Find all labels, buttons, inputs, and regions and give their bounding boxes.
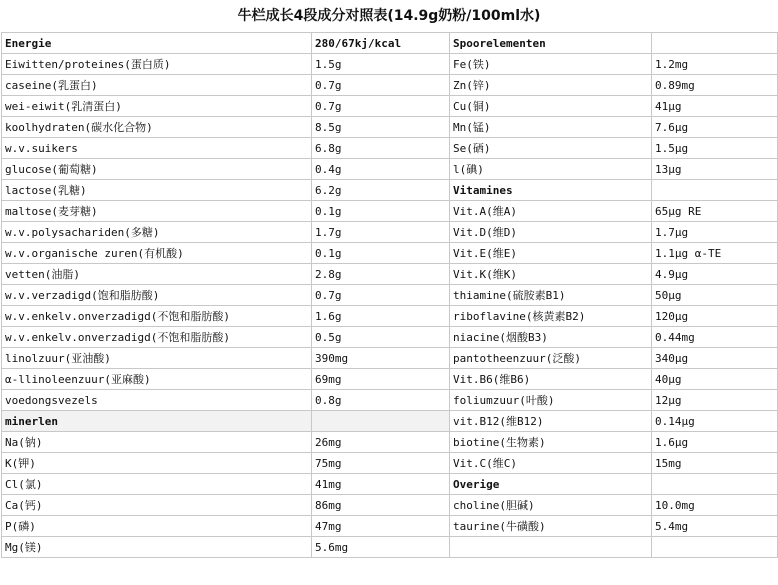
element-name-cell: Zn(锌) <box>450 75 652 96</box>
element-value-cell: 40μg <box>652 369 778 390</box>
table-row <box>2 453 778 474</box>
element-value-cell: 13μg <box>652 159 778 180</box>
table-row <box>2 348 778 369</box>
element-value-cell: 7.6μg <box>652 117 778 138</box>
element-value-cell: 5.4mg <box>652 516 778 537</box>
element-value-cell: 1.2mg <box>652 54 778 75</box>
table-row <box>2 138 778 159</box>
nutrient-value-cell: 0.1g <box>312 243 450 264</box>
nutrient-name-cell: Ca(钙) <box>2 495 312 516</box>
nutrient-value-cell: 5.6mg <box>312 537 450 558</box>
table-row <box>2 537 778 558</box>
element-value-cell: 1.5μg <box>652 138 778 159</box>
element-name-cell: Vit.A(维A) <box>450 201 652 222</box>
table-row <box>2 390 778 411</box>
table-row <box>2 222 778 243</box>
nutrient-value-cell: 6.8g <box>312 138 450 159</box>
nutrient-name-cell: w.v.verzadigd(饱和脂肪酸) <box>2 285 312 306</box>
element-name-cell: Cu(铜) <box>450 96 652 117</box>
nutrient-name-cell: wei-eiwit(乳清蛋白) <box>2 96 312 117</box>
element-value-cell: 50μg <box>652 285 778 306</box>
table-row <box>2 495 778 516</box>
nutrient-name-cell: Eiwitten/proteines(蛋白质) <box>2 54 312 75</box>
nutrient-value-cell: 0.8g <box>312 390 450 411</box>
element-name-cell: pantotheenzuur(泛酸) <box>450 348 652 369</box>
element-name-cell: vit.B12(维B12) <box>450 411 652 432</box>
table-row <box>2 474 778 495</box>
element-value-cell: 1.7μg <box>652 222 778 243</box>
nutrient-value-cell: 0.1g <box>312 201 450 222</box>
nutrient-value-cell: 0.5g <box>312 327 450 348</box>
nutrient-name-cell: vetten(油脂) <box>2 264 312 285</box>
element-name-cell: Fe(铁) <box>450 54 652 75</box>
table-row <box>2 75 778 96</box>
nutrient-name-cell: Na(钠) <box>2 432 312 453</box>
element-name-cell: Vit.B6(维B6) <box>450 369 652 390</box>
nutrient-value-cell: 6.2g <box>312 180 450 201</box>
nutrient-value-cell: 1.7g <box>312 222 450 243</box>
table-row <box>2 243 778 264</box>
nutrient-value-cell: 41mg <box>312 474 450 495</box>
nutrient-name-cell: glucose(葡萄糖) <box>2 159 312 180</box>
element-value-cell: 120μg <box>652 306 778 327</box>
element-name-cell: Vitamines <box>450 180 652 201</box>
element-name-cell: Se(硒) <box>450 138 652 159</box>
nutrient-name-cell: w.v.enkelv.onverzadigd(不饱和脂肪酸) <box>2 327 312 348</box>
element-value-cell: 0.44mg <box>652 327 778 348</box>
element-value-cell: 41μg <box>652 96 778 117</box>
nutrient-name-cell: minerlen <box>2 411 312 432</box>
nutrient-name-cell: koolhydraten(碳水化合物) <box>2 117 312 138</box>
element-value-cell: 0.14μg <box>652 411 778 432</box>
nutrient-name-cell: w.v.organische zuren(有机酸) <box>2 243 312 264</box>
element-value-cell <box>652 474 778 495</box>
nutrient-value-cell: 2.8g <box>312 264 450 285</box>
nutrient-value-cell <box>312 411 450 432</box>
element-name-cell: choline(胆碱) <box>450 495 652 516</box>
nutrient-value-cell: 1.5g <box>312 54 450 75</box>
element-value-cell: 1.1μg α-TE <box>652 243 778 264</box>
nutrient-value-cell: 1.6g <box>312 306 450 327</box>
element-name-cell: biotine(生物素) <box>450 432 652 453</box>
nutrient-value-cell: 69mg <box>312 369 450 390</box>
element-value-cell: 10.0mg <box>652 495 778 516</box>
table-row <box>2 159 778 180</box>
nutrient-value-cell: 47mg <box>312 516 450 537</box>
element-value-cell: 4.9μg <box>652 264 778 285</box>
table-row <box>2 327 778 348</box>
nutrient-name-cell: caseine(乳蛋白) <box>2 75 312 96</box>
nutrient-value-cell: 26mg <box>312 432 450 453</box>
element-name-cell: Spoorelementen <box>450 33 652 54</box>
element-name-cell <box>450 537 652 558</box>
nutrient-value-cell: 390mg <box>312 348 450 369</box>
element-name-cell: Vit.C(维C) <box>450 453 652 474</box>
element-name-cell: niacine(烟酸B3) <box>450 327 652 348</box>
element-value-cell <box>652 537 778 558</box>
element-name-cell: Vit.E(维E) <box>450 243 652 264</box>
element-name-cell: Mn(锰) <box>450 117 652 138</box>
element-value-cell: 1.6μg <box>652 432 778 453</box>
element-value-cell <box>652 180 778 201</box>
table-row <box>2 33 778 54</box>
element-value-cell: 12μg <box>652 390 778 411</box>
nutrient-name-cell: P(磷) <box>2 516 312 537</box>
nutrient-name-cell: voedongsvezels <box>2 390 312 411</box>
nutrient-name-cell: w.v.enkelv.onverzadigd(不饱和脂肪酸) <box>2 306 312 327</box>
table-row <box>2 306 778 327</box>
table-row <box>2 411 778 432</box>
nutrient-value-cell: 8.5g <box>312 117 450 138</box>
table-row <box>2 285 778 306</box>
nutrient-name-cell: Energie <box>2 33 312 54</box>
nutrient-name-cell: Cl(氯) <box>2 474 312 495</box>
nutrient-value-cell: 86mg <box>312 495 450 516</box>
nutrition-table <box>1 32 778 558</box>
nutrient-name-cell: maltose(麦芽糖) <box>2 201 312 222</box>
nutrient-value-cell: 0.7g <box>312 285 450 306</box>
nutrient-name-cell: linolzuur(亚油酸) <box>2 348 312 369</box>
nutrient-name-cell: lactose(乳糖) <box>2 180 312 201</box>
nutrient-name-cell: α-llinoleenzuur(亚麻酸) <box>2 369 312 390</box>
table-row <box>2 264 778 285</box>
table-row <box>2 180 778 201</box>
nutrient-value-cell: 75mg <box>312 453 450 474</box>
nutrient-name-cell: K(钾) <box>2 453 312 474</box>
element-name-cell: thiamine(硫胺素B1) <box>450 285 652 306</box>
nutrient-name-cell: w.v.polysachariden(多糖) <box>2 222 312 243</box>
element-name-cell: taurine(牛磺酸) <box>450 516 652 537</box>
nutrient-value-cell: 280/67kj/kcal <box>312 33 450 54</box>
table-row <box>2 96 778 117</box>
table-row <box>2 54 778 75</box>
element-name-cell: Vit.D(维D) <box>450 222 652 243</box>
page-title: 牛栏成长4段成分对照表(14.9g奶粉/100ml水) <box>237 8 541 24</box>
table-row <box>2 369 778 390</box>
nutrient-value-cell: 0.7g <box>312 75 450 96</box>
element-value-cell <box>652 33 778 54</box>
nutrient-value-cell: 0.4g <box>312 159 450 180</box>
element-value-cell: 340μg <box>652 348 778 369</box>
table-row <box>2 516 778 537</box>
nutrient-value-cell: 0.7g <box>312 96 450 117</box>
nutrient-name-cell: w.v.suikers <box>2 138 312 159</box>
element-name-cell: foliumzuur(叶酸) <box>450 390 652 411</box>
table-row <box>2 201 778 222</box>
element-name-cell: Vit.K(维K) <box>450 264 652 285</box>
element-value-cell: 65μg RE <box>652 201 778 222</box>
element-value-cell: 15mg <box>652 453 778 474</box>
table-row <box>2 117 778 138</box>
element-value-cell: 0.89mg <box>652 75 778 96</box>
nutrient-name-cell: Mg(镁) <box>2 537 312 558</box>
element-name-cell: Overige <box>450 474 652 495</box>
element-name-cell: l(碘) <box>450 159 652 180</box>
nutrition-table-body <box>2 33 778 558</box>
table-row <box>2 432 778 453</box>
element-name-cell: riboflavine(核黄素B2) <box>450 306 652 327</box>
